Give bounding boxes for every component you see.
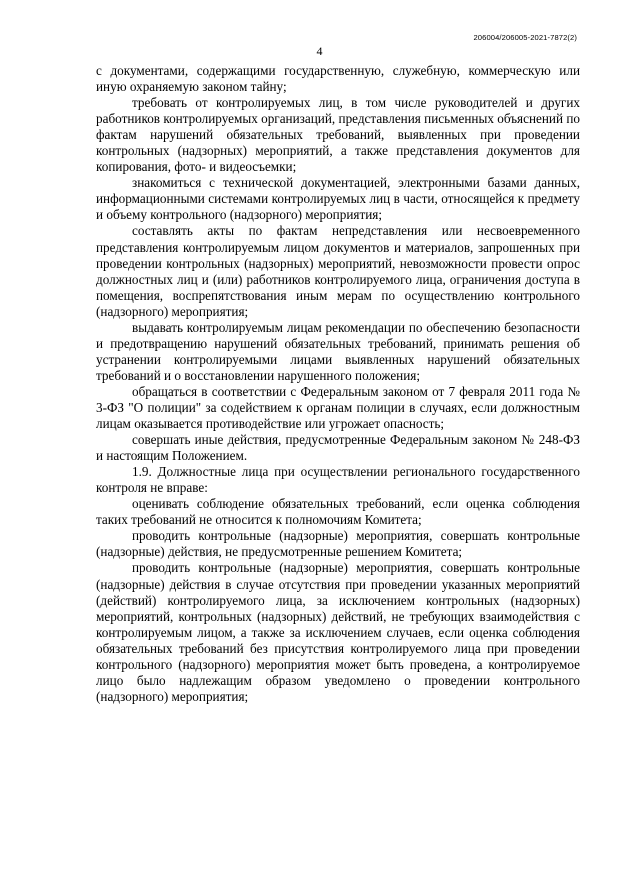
page-number: 4 [316,44,323,58]
paragraph: требовать от контролируемых лиц, в том числе руководителей и других работников контролируемых организаций, представления письменных объяснений по фактам нарушений обязательных требований, выявленных при проведении контрольных (надзорных) мероприятий, а также представления документов для копирования, фото- и видеосъемки; [96,95,580,175]
paragraph: составлять акты по фактам непредставления или несвоевременного представления контролируемым лицом документов и материалов, запрошенных при проведении контрольных (надзорных) мероприятий, невозможности провести опрос должностных лиц и (или) работников контролируемого лица, ограничения доступа в помещения, воспрепятствования иным мерам по осуществлению контрольного (надзорного) мероприятия; [96,223,580,319]
paragraph: оценивать соблюдение обязательных требований, если оценка соблюдения таких требований не относится к полномочиям Комитета; [96,496,580,528]
paragraph: совершать иные действия, предусмотренные Федеральным законом № 248-ФЗ и настоящим Положением. [96,432,580,464]
paragraph: обращаться в соответствии с Федеральным законом от 7 февраля 2011 года № 3-ФЗ "О полиции" за содействием к органам полиции в случаях, если должностным лицам оказывается противодействие или угрожает опасность; [96,383,580,432]
paragraph: знакомиться с технической документацией, электронными базами данных, информационными системами контролируемых лиц в части, относящейся к предмету и объему контрольного (надзорного) мероприятия; [96,175,580,223]
document-body [96,63,580,705]
paragraph: проводить контрольные (надзорные) мероприятия, совершать контрольные (надзорные) действия, не предусмотренные решением Комитета; [96,528,580,560]
paragraph: 1.9. Должностные лица при осуществлении регионального государственного контроля не вправе: [96,464,580,496]
document-code: 206004/206005-2021-7872(2) [473,33,577,42]
paragraph: выдавать контролируемым лицам рекомендации по обеспечению безопасности и предотвращению нарушений обязательных требований, принимать решения об устранении контролируемыми лицами выявленных нарушений обязательных требований и о восстановлении нарушенного положения; [96,319,580,383]
paragraph: с документами, содержащими государственную, служебную, коммерческую или иную охраняемую законом тайну; [96,63,580,95]
paragraph: проводить контрольные (надзорные) мероприятия, совершать контрольные (надзорные) действия в случае отсутствия при проведении указанных мероприятий (действий) контролируемого лица, за исключением контрольных (надзорных) мероприятий, контрольных (надзорных) действий, не требующих взаимодействия с контролируемым лицом, а также за исключением случаев, если оценка соблюдения обязательных требований без присутствия контролируемого лица при проведении контрольного (надзорного) мероприятия может быть проведена, а контролируемое лицо было надлежащим образом уведомлено о проведении контрольного (надзорного) мероприятия; [96,560,580,704]
